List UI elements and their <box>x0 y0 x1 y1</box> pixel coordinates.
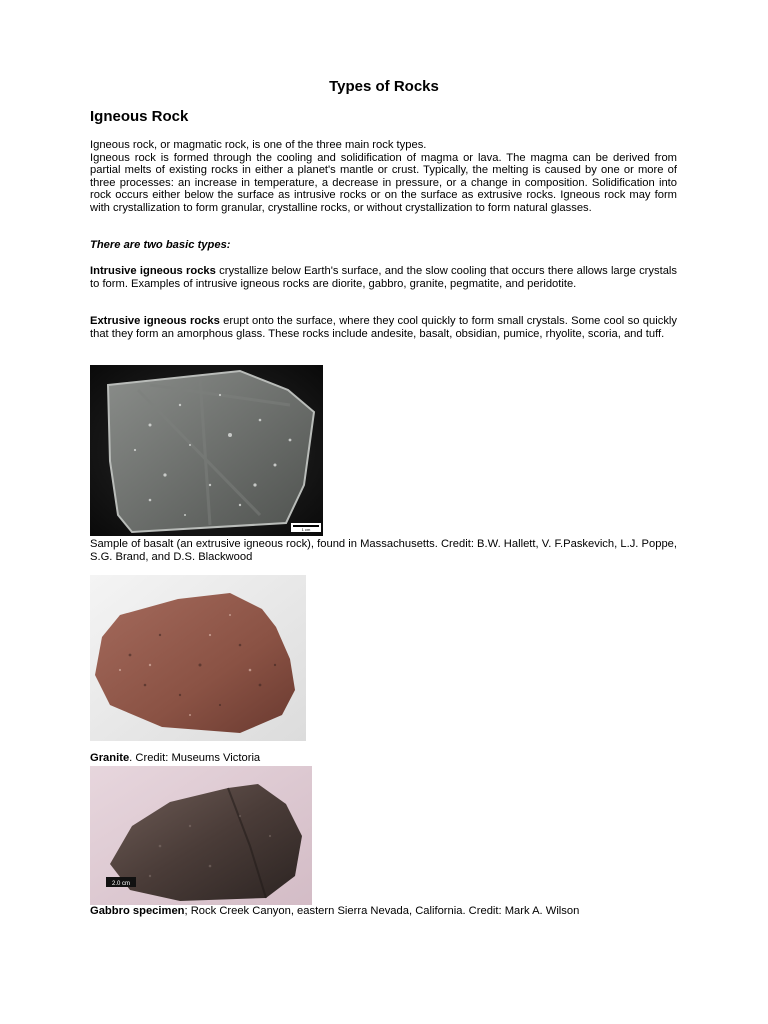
gabbro-caption <box>90 905 677 918</box>
extrusive-paragraph <box>90 315 677 340</box>
granite-caption <box>90 752 677 765</box>
intro-body: Igneous rock is formed through the cooling and solidification of magma or lava. The magma can be derived from partial melts of existing rocks in either a planet's mantle or crust. Typically, the melting is caused by one or more of three processes: an increase in temperature, a decrease in pressure, or a change in composition. Solidification into rock occurs either below the surface as intrusive rocks or on the surface as extrusive rocks. Igneous rock may form with crystallization to form granular, crystalline rocks, or without crystallization to form natural glasses. <box>90 151 677 214</box>
granite-photo <box>90 575 306 741</box>
granite-term: Granite <box>90 752 130 764</box>
section-heading: Igneous Rock <box>90 108 189 125</box>
intro-paragraph <box>90 139 677 215</box>
gabbro-credit: ; Rock Creek Canyon, eastern Sierra Nevada, California. Credit: Mark A. Wilson <box>184 905 580 917</box>
basalt-photo <box>90 365 323 536</box>
gabbro-photo <box>90 766 312 905</box>
extrusive-term: Extrusive igneous rocks <box>90 315 220 327</box>
intrusive-text: crystallize below Earth's surface, and the slow cooling that occurs there allows large crystals to form. Examples of intrusive igneous rocks are diorite, gabbro, granite, pegmatite, and peridotite. <box>90 265 677 290</box>
basalt-caption: Sample of basalt (an extrusive igneous rock), found in Massachusetts. Credit: B.W. Hallett, V. F.Paskevich, L.J. Poppe, S.G. Brand, and D.S. Blackwood <box>90 538 677 563</box>
intrusive-term: Intrusive igneous rocks <box>90 265 216 277</box>
gabbro-term: Gabbro specimen <box>90 905 185 917</box>
basalt-scale-label: 1 cm <box>301 527 311 532</box>
intro-line: Igneous rock, or magmatic rock, is one of the three main rock types. <box>90 139 427 151</box>
intrusive-paragraph <box>90 265 677 290</box>
page-title: Types of Rocks <box>329 78 439 95</box>
basic-types-heading: There are two basic types: <box>90 239 231 251</box>
granite-credit: . Credit: Museums Victoria <box>129 752 261 764</box>
extrusive-text: erupt onto the surface, where they cool quickly to form small crystals. Some cool so quickly that they form an amorphous glass. These rocks include andesite, basalt, obsidian, pumice, rhyolite, scoria, and tuff. <box>90 315 677 340</box>
gabbro-scale-label: 2.0 cm <box>111 881 131 887</box>
